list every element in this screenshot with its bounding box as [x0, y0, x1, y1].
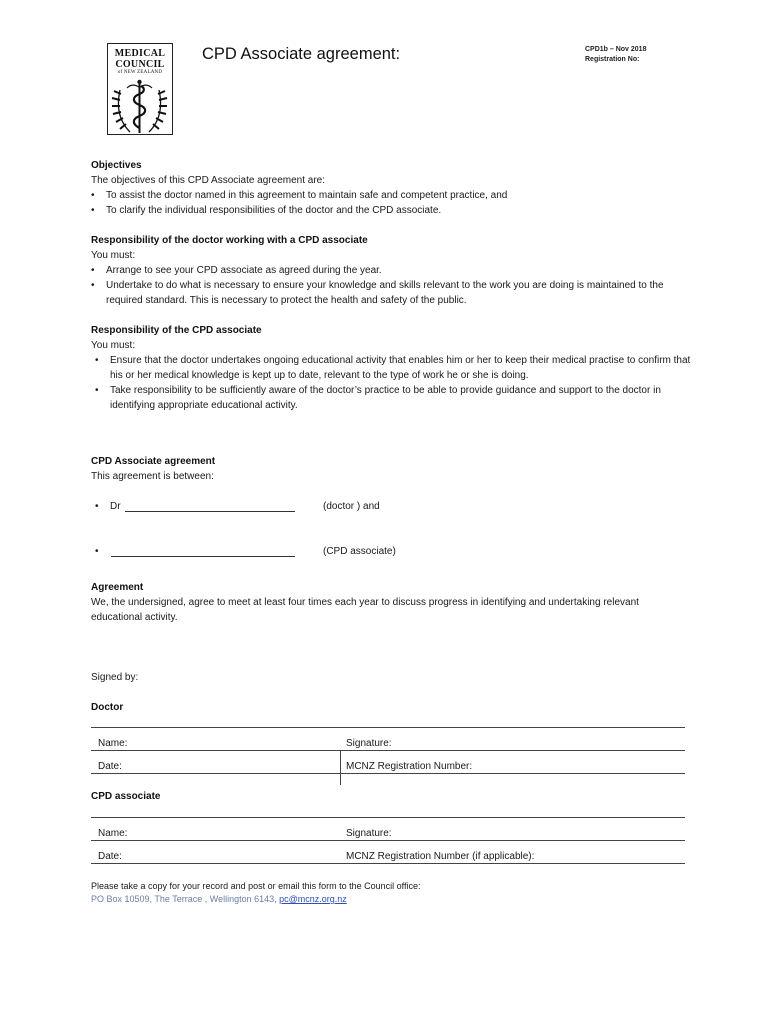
associate-responsibility-heading: Responsibility of the CPD associate: [91, 325, 262, 336]
email-link[interactable]: pc@mcnz.org.nz: [279, 894, 347, 904]
associate-suffix: (CPD associate): [323, 546, 396, 557]
list-item: • Undertake to do what is necessary to ensure your knowledge and skills relevant to the work you are doing is maintained to the required standard. This is necessary to protect the health and safety of the public.: [91, 278, 691, 308]
caduceus-fern-emblem-icon: [108, 78, 171, 134]
divider: [340, 750, 341, 785]
associate-date-label: Date:: [98, 851, 122, 862]
form-body: [91, 158, 691, 413]
list-item: • Ensure that the doctor undertakes ongoing educational activity that enables him or her to keep their medical practise to confirm that his or her medical knowledge is kept up to date, relevant to the type of work he or she is doing.: [91, 353, 691, 383]
associate-date-registration-row[interactable]: [91, 863, 685, 864]
associate-responsibility-intro: You must:: [91, 340, 136, 351]
divider: [91, 727, 685, 728]
bullet-icon: •: [95, 546, 99, 557]
logo-line-country: of NEW ZEALAND: [117, 70, 163, 75]
doctor-suffix: (doctor ) and: [323, 501, 380, 512]
postal-address: PO Box 10509, The Terrace , Wellington 6143,: [91, 894, 280, 904]
footer: [91, 880, 421, 906]
list-item: • Take responsibility to be sufficiently aware of the doctor’s practice to be able to provide guidance and support to the doctor in identifying appropriate educational activity.: [91, 383, 691, 413]
agreement-text: We, the undersigned, agree to meet at least four times each year to discuss progress in identifying and undertaking relevant educational activity.: [91, 597, 639, 623]
registration-number-label: Registration No:: [585, 55, 640, 63]
list-item: • To assist the doctor named in this agreement to maintain safe and competent practice, and: [91, 188, 691, 203]
divider: [91, 817, 685, 818]
doctor-name-label: Name:: [98, 738, 128, 749]
footer-note: Please take a copy for your record and post or email this form to the Council office:: [91, 881, 421, 891]
doctor-responsibility-intro: You must:: [91, 250, 136, 261]
signed-by-label: Signed by:: [91, 672, 139, 683]
doctor-name-field[interactable]: [125, 511, 295, 512]
document-title: CPD Associate agreement:: [202, 45, 401, 63]
list-item: • To clarify the individual responsibilities of the doctor and the CPD associate.: [91, 203, 691, 218]
logo-wordmark: [108, 48, 172, 76]
associate-registration-label: MCNZ Registration Number (if applicable):: [346, 851, 535, 862]
medical-council-logo: [107, 43, 173, 135]
doctor-date-registration-row[interactable]: [91, 773, 685, 774]
objectives-intro: The objectives of this CPD Associate agreement are:: [91, 175, 326, 186]
associate-name-signature-row[interactable]: [91, 840, 685, 841]
form-reference: [585, 45, 646, 64]
doctor-name-signature-row[interactable]: [91, 750, 685, 751]
logo-line-council: COUNCIL: [115, 59, 165, 70]
agreement-heading: Agreement: [91, 582, 144, 593]
footer-address: [91, 893, 421, 906]
objectives-list: [91, 188, 691, 218]
objectives-heading: Objectives: [91, 160, 142, 171]
associate-name-label: Name:: [98, 828, 128, 839]
doctor-block-heading: Doctor: [91, 702, 124, 713]
associate-block-heading: CPD associate: [91, 791, 161, 802]
doctor-signature-label: Signature:: [346, 738, 392, 749]
list-item: • Arrange to see your CPD associate as agreed during the year.: [91, 263, 691, 278]
doctor-prefix: Dr: [110, 501, 121, 512]
doctor-responsibility-heading: Responsibility of the doctor working with a CPD associate: [91, 235, 368, 246]
logo-line-medical: MEDICAL: [114, 48, 166, 59]
associate-signature-label: Signature:: [346, 828, 392, 839]
doctor-responsibility-list: [91, 263, 691, 308]
bullet-icon: •: [95, 501, 99, 512]
doctor-registration-label: MCNZ Registration Number:: [346, 761, 473, 772]
form-code: CPD1b – Nov 2018: [585, 46, 647, 53]
cpd-agreement-heading: CPD Associate agreement: [91, 456, 216, 467]
associate-name-field[interactable]: [111, 556, 295, 557]
doctor-date-label: Date:: [98, 761, 122, 772]
cpd-agreement-intro: This agreement is between:: [91, 471, 214, 482]
associate-responsibility-list: [91, 353, 691, 413]
